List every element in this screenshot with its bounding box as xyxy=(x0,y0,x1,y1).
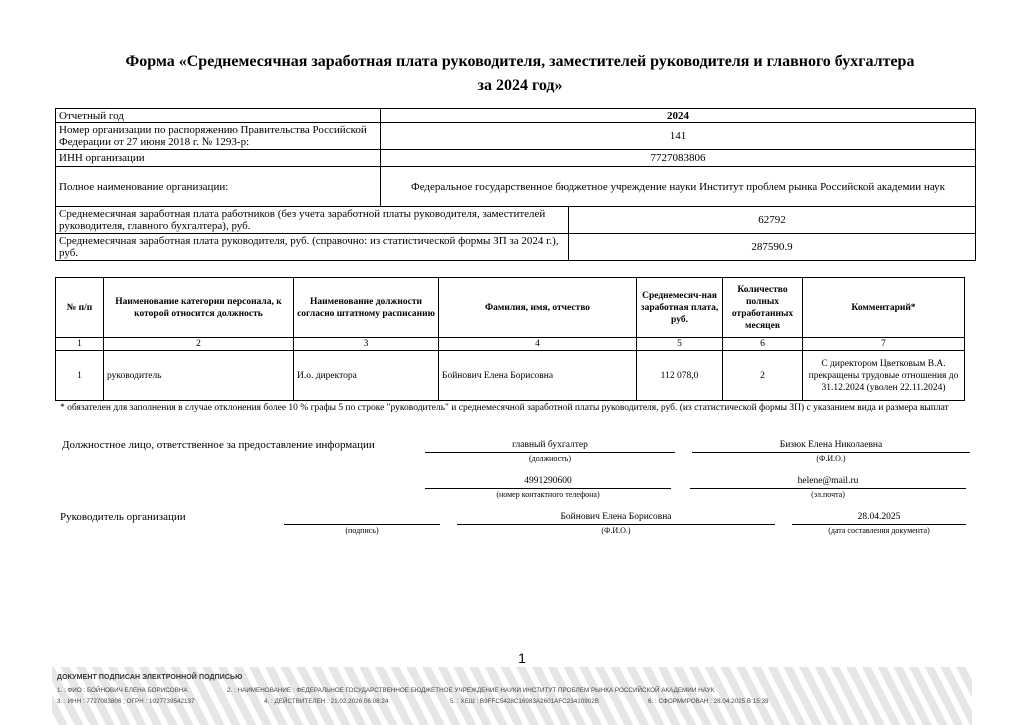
esig-fio: 1. : ФИО : БОЙНОВИЧ ЕЛЕНА БОРИСОВНА xyxy=(57,687,188,694)
signature-field xyxy=(284,511,440,525)
order-value: 141 xyxy=(381,123,976,150)
info-row-inn xyxy=(56,150,976,167)
col-number: 4 xyxy=(439,338,637,351)
table-column-numbers-row xyxy=(56,338,965,351)
col-number: 2 xyxy=(104,338,294,351)
date-caption: (дата составления документа) xyxy=(828,526,930,535)
header-comment: Комментарий* xyxy=(803,278,965,338)
phone-field: 4991290600 xyxy=(425,475,671,489)
email-field: helene@mail.ru xyxy=(690,475,966,489)
header-category: Наименование категории персонала, к которой относится должность xyxy=(104,278,294,338)
header-number: № п/п xyxy=(56,278,104,338)
col-number: 7 xyxy=(803,338,965,351)
official-name-caption: (Ф.И.О.) xyxy=(816,454,846,463)
header-salary: Среднемесяч-ная заработная плата, руб. xyxy=(637,278,723,338)
esig-heading: ДОКУМЕНТ ПОДПИСАН ЭЛЕКТРОННОЙ ПОДПИСЬЮ xyxy=(57,674,243,681)
esig-org-name: 2. : НАИМЕНОВАНИЕ : ФЕДЕРАЛЬНОЕ ГОСУДАРСТВЕННОЕ БЮДЖЕТНОЕ УЧРЕЖДЕНИЕ НАУКИ ИНСТИТУТ ПРОБЛЕМ РЫНКА РОССИЙСКОЙ АКАДЕМИИ НАУК xyxy=(227,687,715,694)
col-number: 3 xyxy=(294,338,439,351)
electronic-signature-stamp xyxy=(52,667,972,725)
email-caption: (эл.почта) xyxy=(811,490,845,499)
info-row-avg-head xyxy=(56,234,976,261)
org-name-label: Полное наименование организации: xyxy=(56,167,381,207)
avg-head-label: Среднемесячная заработная плата руководителя, руб. (справочно: из статистической формы ЗП за 2024 г.), руб. xyxy=(56,234,569,261)
official-label: Должностное лицо, ответственное за предоставление информации xyxy=(62,439,375,451)
phone-caption: (номер контактного телефона) xyxy=(496,490,600,499)
row-number: 1 xyxy=(56,351,104,401)
official-name-field: Бизюк Елена Николаевна xyxy=(692,439,970,453)
info-row-year xyxy=(56,109,976,123)
header-full-name: Фамилия, имя, отчество xyxy=(439,278,637,338)
table-header-row xyxy=(56,278,965,338)
row-months: 2 xyxy=(723,351,803,401)
header-position: Наименование должности согласно штатному расписанию xyxy=(294,278,439,338)
row-full-name: Бойнович Елена Борисовна xyxy=(439,351,637,401)
form-title xyxy=(60,50,980,98)
col-number: 6 xyxy=(723,338,803,351)
info-row-org-name xyxy=(56,167,976,207)
form-title-line2: за 2024 год» xyxy=(477,77,563,94)
esig-formed: 6. : СФОРМИРОВАН : 28.04.2025 В 15:39 xyxy=(648,698,769,705)
signature-caption: (подпись) xyxy=(345,526,379,535)
form-title-line1: Форма «Среднемесячная заработная плата руководителя, заместителей руководителя и главного бухгалтера xyxy=(125,53,915,70)
row-position: И.о. директора xyxy=(294,351,439,401)
position-caption: (должность) xyxy=(529,454,571,463)
page-number: 1 xyxy=(518,650,526,666)
inn-label: ИНН организации xyxy=(56,150,381,167)
head-label: Руководитель организации xyxy=(60,511,186,523)
row-category: руководитель xyxy=(104,351,294,401)
order-label: Номер организации по распоряжению Правительства Российской Федерации от 27 июня 2018 г. № 1293-р: xyxy=(56,123,381,150)
footnote: * обязателен для заполнения в случае отклонения более 10 % графы 5 по строке "руководитель" и среднемесячной заработной платы руководителя, руб. (из статистической формы ЗП) с указанием вида и размера выплат xyxy=(60,403,949,413)
col-number: 5 xyxy=(637,338,723,351)
year-label: Отчетный год xyxy=(56,109,381,123)
year-value: 2024 xyxy=(381,109,976,123)
salary-table xyxy=(55,277,965,401)
esig-valid: 4. : ДЕЙСТВИТЕЛЕН : 21.02.2026 06:08:24 xyxy=(264,698,389,705)
col-number: 1 xyxy=(56,338,104,351)
header-months: Количество полных отработанных месяцев xyxy=(723,278,803,338)
org-name-value: Федеральное государственное бюджетное учреждение науки Институт проблем рынка Российской академии наук xyxy=(381,167,976,207)
info-row-order xyxy=(56,123,976,150)
date-field: 28.04.2025 xyxy=(792,511,966,525)
head-name-field: Бойнович Елена Борисовна xyxy=(457,511,775,525)
row-comment: С директором Цветковым В.А. прекращены трудовые отношения до 31.12.2024 (уволен 22.11.2024) xyxy=(803,351,965,401)
inn-value: 7727083806 xyxy=(381,150,976,167)
avg-workers-label: Среднемесячная заработная плата работников (без учета заработной платы руководителя, заместителей руководителя, главного бухгалтера), руб. xyxy=(56,207,569,234)
avg-workers-value: 62792 xyxy=(569,207,976,234)
esig-inn-ogrn: 3. : ИНН : 7727083806 ; ОГРН : 1027739542137 xyxy=(57,698,195,705)
organization-info-table xyxy=(55,108,976,261)
head-name-caption: (Ф.И.О.) xyxy=(601,526,631,535)
avg-head-value: 287590.9 xyxy=(569,234,976,261)
esig-hash: 5. : ХЕШ : B9FFC5428C16983A2601AFC23410902B xyxy=(450,698,599,705)
position-field: главный бухгалтер xyxy=(425,439,675,453)
table-row xyxy=(56,351,965,401)
info-row-avg-workers xyxy=(56,207,976,234)
row-salary: 112 078,0 xyxy=(637,351,723,401)
